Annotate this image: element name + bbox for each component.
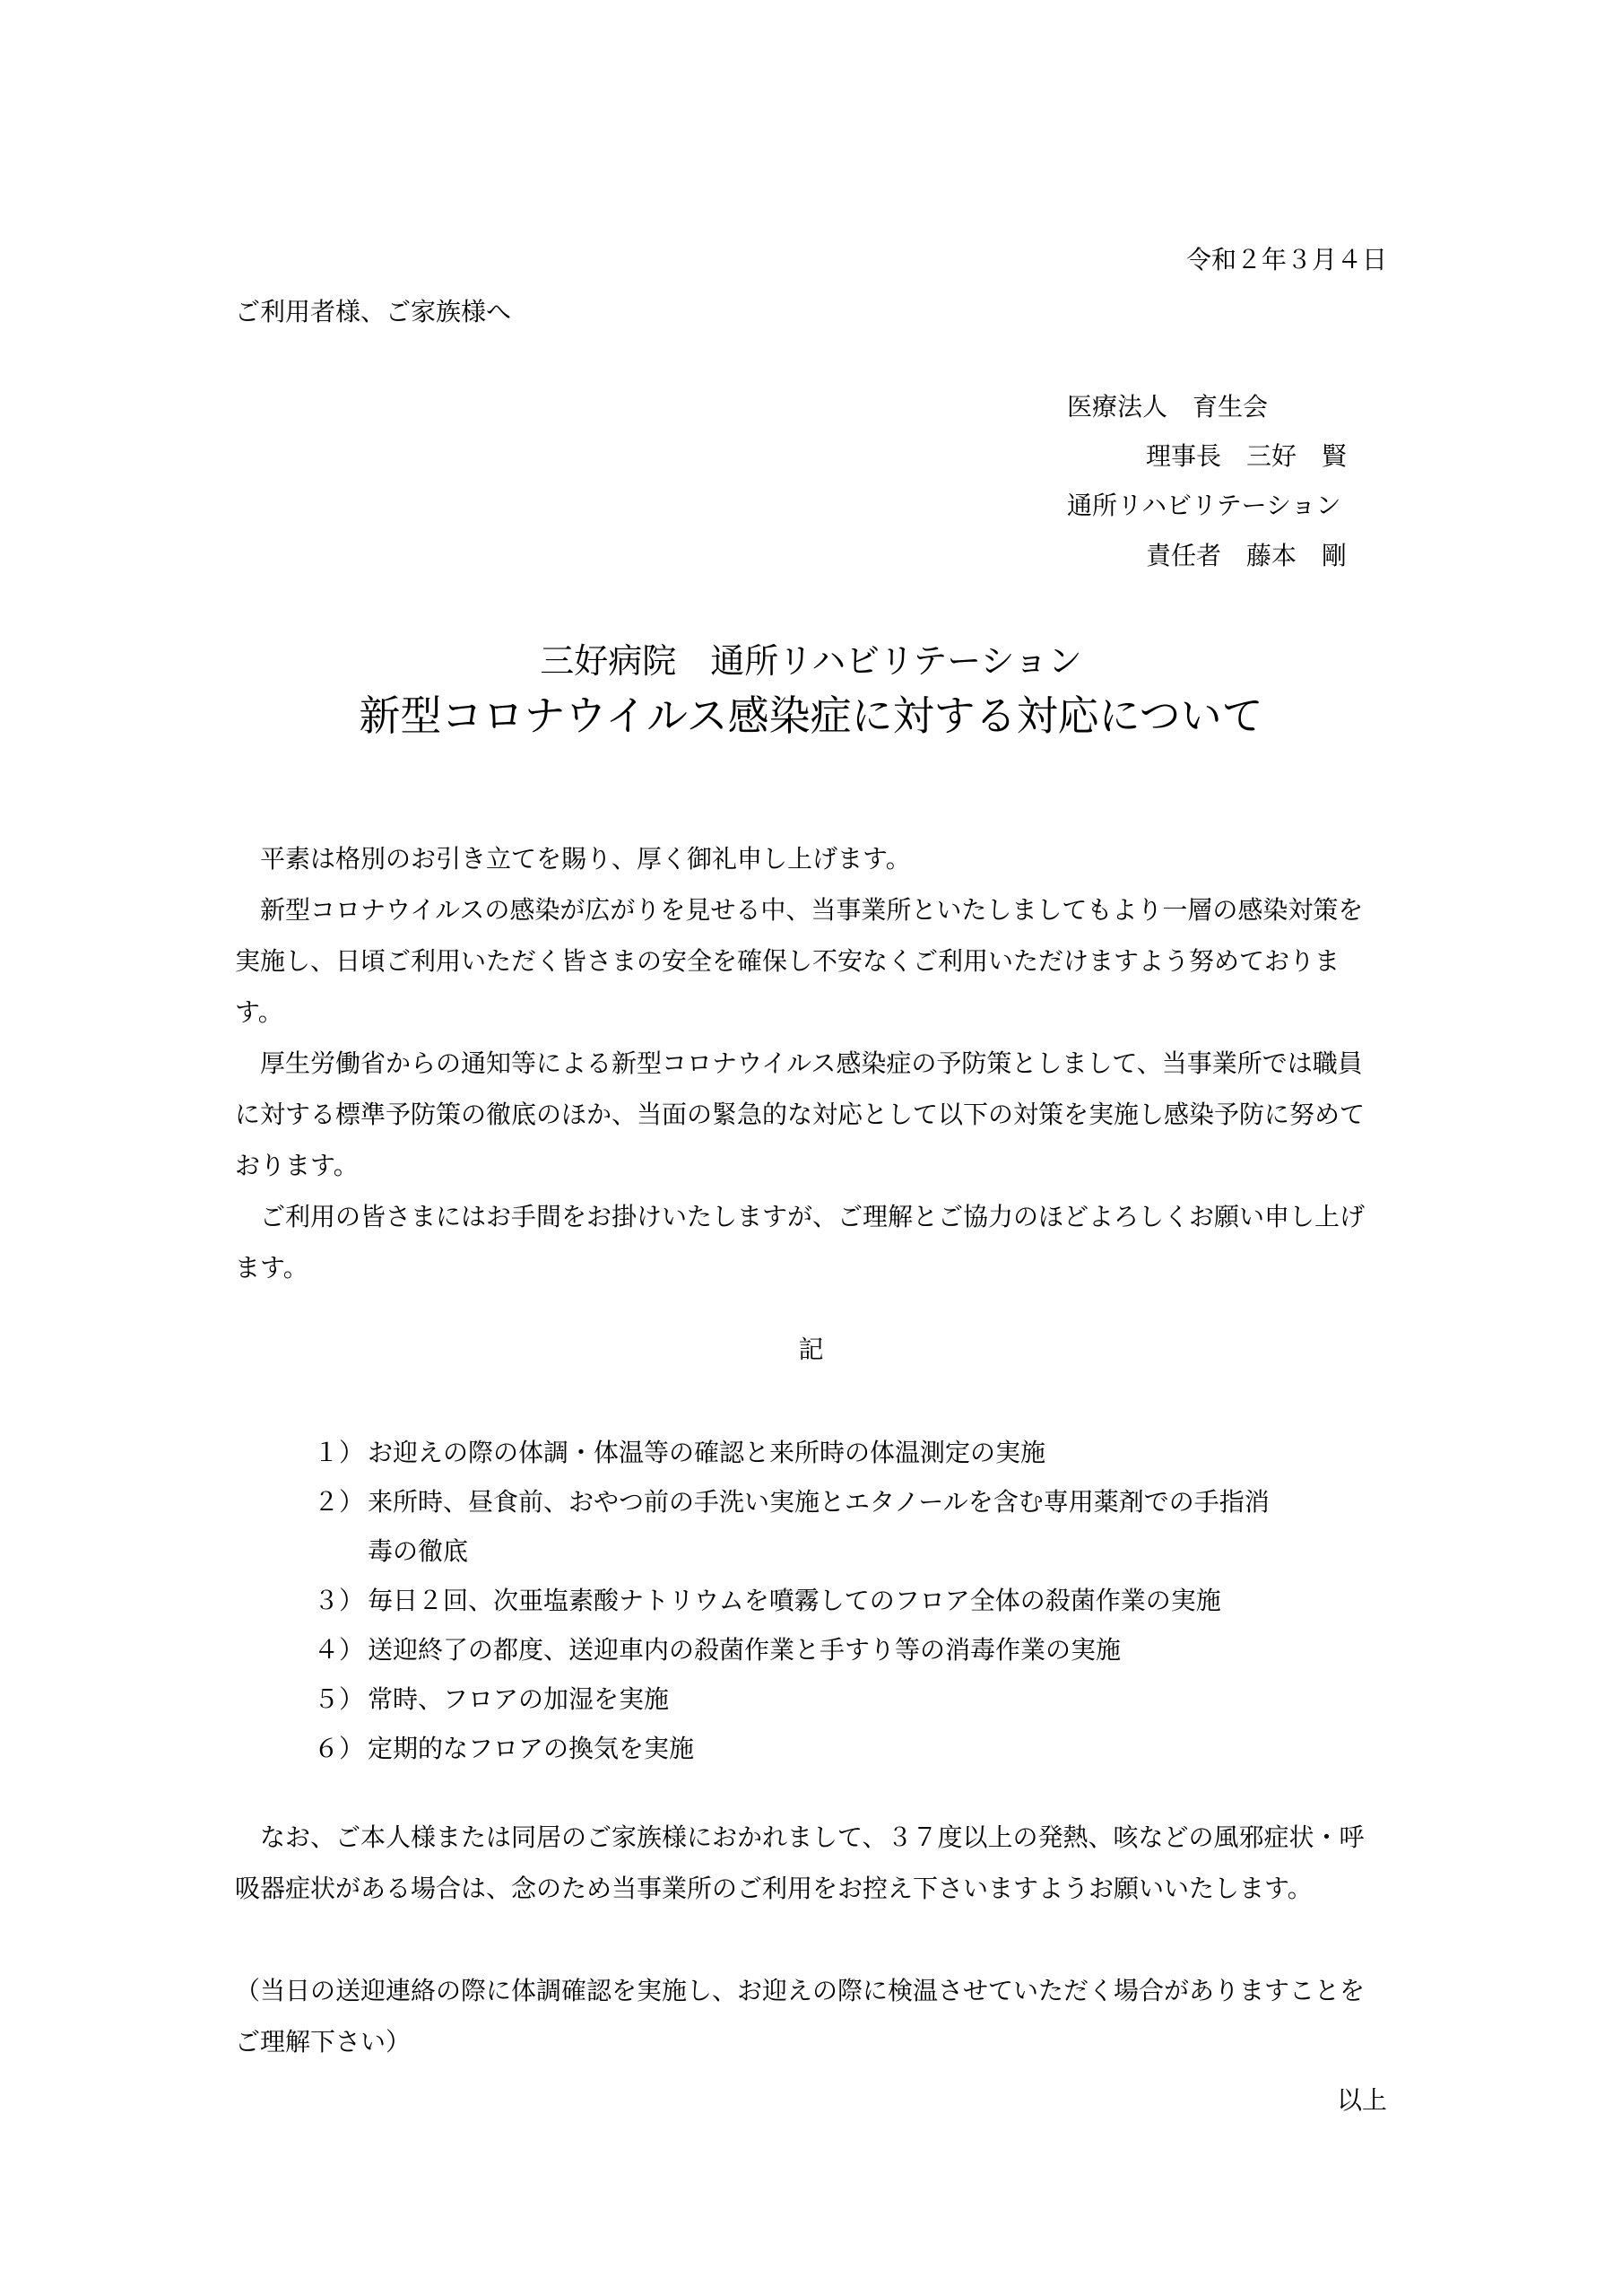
paragraph-greeting: 平素は格別のお引き立てを賜り、厚く御礼申し上げます。 xyxy=(260,844,911,874)
paragraph-prevention: 厚生労働省からの通知等による新型コロナウイルス感染症の予防策としまして、当事業所では職員に対する標準予防策の徹底のほか、当面の緊急的な対応として以下の対策を実施し感染予防に努めております。 xyxy=(235,1048,1366,1180)
list-item-text: 常時、フロアの加湿を実施 xyxy=(368,1684,670,1714)
title-line-2: 新型コロナウイルス感染症に対する対応について xyxy=(359,691,1263,740)
paragraph-request: ご利用の皆さまにはお手間をお掛けいたしますが、ご理解とご協力のほどよろしくお願い申し上げます。 xyxy=(235,1202,1366,1283)
sender-chairman: 理事長 三好 賢 xyxy=(1146,441,1348,471)
sender-department: 通所リハビリテーション xyxy=(1067,491,1341,520)
list-item-text: 来所時、昼食前、おやつ前の手洗い実施とエタノールを含む専用薬剤での手指消 xyxy=(368,1487,1270,1517)
document-date: 令和２年３月４日 xyxy=(1185,245,1387,274)
title-line-1: 三好病院 通所リハビリテーション xyxy=(540,641,1082,681)
list-item xyxy=(314,1477,1381,1526)
list-item-number: １） xyxy=(314,1438,365,1467)
list-item-number: ４） xyxy=(314,1635,365,1665)
list-item-number: ２） xyxy=(314,1487,365,1517)
addressee: ご利用者様、ご家族様へ xyxy=(235,297,512,326)
list-item xyxy=(314,1625,1381,1674)
list-item xyxy=(314,1428,1381,1477)
paragraph-note: なお、ご本人様または同居のご家族様におかれまして、３７度以上の発熱、咳などの風邪症状・呼吸器症状がある場合は、念のため当事業所のご利用をお控え下さいますようお願いいたします。 xyxy=(235,1822,1365,1903)
closing-mark: 以上 xyxy=(1336,2085,1387,2115)
list-item-number: ３） xyxy=(314,1586,365,1615)
list-item-text: 毎日２回、次亜塩素酸ナトリウムを噴霧してのフロア全体の殺菌作業の実施 xyxy=(368,1586,1221,1615)
list-item xyxy=(314,1576,1381,1625)
list-item xyxy=(314,1724,1381,1773)
paragraph-infection-measures: 新型コロナウイルスの感染が広がりを見せる中、当事業所といたしましてもより一層の感染対策を実施し、日頃ご利用いただく皆さまの安全を確保し不安なくご利用いただけますよう努めております。 xyxy=(235,895,1364,1027)
ki-heading: 記 xyxy=(798,1335,824,1364)
list-item-text: お迎えの際の体調・体温等の確認と来所時の体温測定の実施 xyxy=(368,1438,1046,1467)
list-item-text: 定期的なフロアの換気を実施 xyxy=(368,1734,695,1763)
sender-organization: 医療法人 育生会 xyxy=(1067,392,1269,422)
list-item-continuation: 毒の徹底 xyxy=(368,1536,469,1566)
list-item-number: ６） xyxy=(314,1734,365,1763)
sender-manager: 責任者 藤本 剛 xyxy=(1146,541,1348,570)
list-item-text: 送迎終了の都度、送迎車内の殺菌作業と手すり等の消毒作業の実施 xyxy=(368,1635,1122,1665)
paragraph-parenthetical: （当日の送迎連絡の際に体調確認を実施し、お迎えの際に検温させていただく場合がありますことをご理解下さい） xyxy=(235,1976,1366,2057)
list-item-number: ５） xyxy=(314,1684,365,1714)
list-item xyxy=(314,1674,1381,1724)
